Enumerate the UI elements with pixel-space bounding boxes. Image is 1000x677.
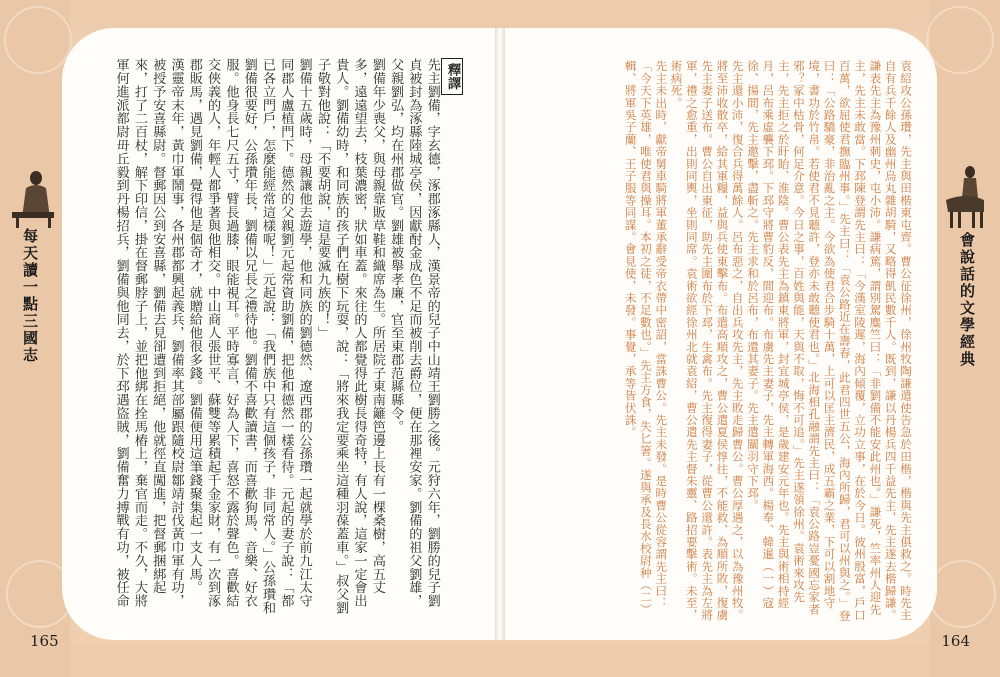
scholar-figure-icon (8, 160, 58, 230)
book-gutter (495, 28, 505, 640)
cloud-ornament (4, 6, 72, 74)
paragraph: 袁紹攻公孫瓚，先主與田楷東屯齊。曹公征徐州，徐州牧陶謙遣使告急於田楷，楷與先主俱救之。時先主自有兵千餘人及幽州烏丸雜胡騎，又略得飢民數千人。既到，謙以丹楊兵四千益先主，先主遂去楷歸謙。謙表先主為豫州刺史，屯小沛。謙病篤，謂別駕麋竺曰：「非劉備不能安此州也。」謙死，竺率州人迎先主，先主未敢當。下邳陳登謂先主曰：「今漢室陵遲，海內傾覆，立功立事，在於今日。彼州殷富，戶口百萬，欲屈使君撫臨州事。」先主曰：「袁公路近在壽春，此君四世五公，海內所歸，君可以州與之。」登曰：「公路驕豪，非治亂之主。今欲為使君合步騎十萬，上可以匡主濟民，成五霸之業，下可以割地守境，書功於竹帛。若使君不見聽許，登亦未敢聽使君也。」北海相孔融謂先主曰：「袁公路豈憂國忘家者邪？冢中枯骨，何足介意。今日之事，百姓與能，天與不取，悔不可追。」先主遂領徐州。袁術來攻先主，先主拒之於盱眙、淮陰。曹公表先主為鎮東將軍，封宜城亭侯，是歲建安元年也。先主與術相持經月，呂布乘虛襲下邳。下邳守將曹豹反，間迎布。布虜先主妻子，先主轉軍海西。楊奉、韓暹（一）寇徐、揚間，先主邀擊，盡斬之。先主求和於呂布，布還其妻子。先主遣關羽守下邳。 (746, 60, 913, 622)
side-title: 每天讀一點三國志 (21, 228, 39, 364)
horse-rider-icon (940, 162, 990, 232)
paragraph: 先主未出時，獻帝舅車騎將軍董承辭受帝衣帶中密詔，當誅曹公。先主未發。是時曹公從容謂先主曰：「今天下英雄，唯使君與操耳。本初之徒，不足數也。」先主方食，失匕箸。遂與承及長水校尉种（二）輯、將軍吳子蘭、王子服等同謀。會見使，未發。事覺，承等皆伏誅。 (623, 60, 669, 616)
page-number: 164 (941, 632, 970, 650)
section-label: 釋譯 (441, 58, 463, 95)
page-number: 165 (30, 632, 59, 650)
bottom-border (0, 647, 1000, 677)
paragraph: 劉備年少喪父，與母親靠販草鞋和織席為生。所居院子東南籬笆邊上長有一棵桑樹，高五丈多，遠遠望去，枝葉濃密，狀如車蓋。來往的人都覺得此樹長得奇特，有人說，這家一定會出貴人。劉備幼時，和同族的孩子們在樹下玩耍，說：「將來我定要乘坐這種羽葆蓋車。」叔父劉子敬對他說：「不要胡說，這是要滅九族的！」 (314, 58, 385, 615)
side-title: 會說話的文學經典 (958, 232, 976, 368)
paragraph: 先主還小沛，復合兵得萬餘人。呂布惡之，自出兵攻先主，先主敗走歸曹公。曹公厚遇之，以為豫州牧。將至沛收散卒，給其軍糧，益與兵使東擊布。布遣高順攻之，曹公遣夏侯惇往，不能救，為順所敗，復虜先主妻子送布。曹公自出東征，助先主圍布於下邳，生禽布。先主復得妻子，從曹公還許。表先主為左將軍，禮之愈重，出則同輿，坐則同席。袁術欲經徐州北就袁紹，曹公遣先主督朱靈、路招要擊術。未至，術病死。 (669, 60, 745, 622)
translation-body (86, 58, 463, 618)
paragraph: 漢靈帝末年，黃巾軍鬧事，各州郡都興起義兵，劉備率其部屬跟隨校尉鄒靖討伐黃巾軍有功，被授予安喜縣尉。督郵因公到安喜縣，劉備去見卻遭到拒絕，他就徑直闖進，把督郵捆綁起來，打了二百杖，解下印信，掛在督郵脖子上，並把他綁在拴馬樁上，棄官而走。不久，大將軍何進派都尉毌丘毅到丹楊招兵，劉備與他同去，於下邳遇盜賊，劉備奮力搏戰有功，被任命 (113, 58, 184, 608)
cloud-ornament (926, 6, 994, 74)
paragraph: 劉備十五歲時，母親讓他去遊學，他和同族的劉德然、遼西郡的公孫瓚一起就學於前九江太守同郡人盧植門下。德然的父親劉元起常資助劉備，把他和德然一樣看待。元起的妻子說：「都已各立門戶，怎麼能經常這樣呢！」元起說：「我們族中只有這個孩子，非同常人。」公孫瓚和劉備很要好，公孫瓚年長，劉備以兄長之禮待他。劉備不喜歡讀書，而喜歡狗馬、音樂、好衣服。他身長七尺五寸，臂長過膝，眼能視耳。平時寡言，好為人下，喜怒不露於聲色。喜歡結交俠義的人，年輕人都爭著與他相交。中山商人張世平、蘇雙等累積起千金家財，有一次到涿郡販馬，遇見劉備，覺得他是個奇才，就贈給他很多錢。劉備便用這筆錢聚集起一支人馬。 (186, 58, 312, 615)
cloud-ornament (928, 560, 996, 628)
original-text-body (578, 60, 913, 625)
paragraph: 先主劉備，字玄德，涿郡涿縣人，漢景帝的兒子中山靖王劉勝之後。元狩六年，劉勝的兒子劉貞被封為涿縣陸城亭侯，因獻酎金成色不足而被削去爵位，便在那裡安家。劉備的祖父劉雄，父親劉弘，均在州郡做官。劉雄被舉孝廉，官至東郡范縣縣令。 (388, 58, 440, 608)
